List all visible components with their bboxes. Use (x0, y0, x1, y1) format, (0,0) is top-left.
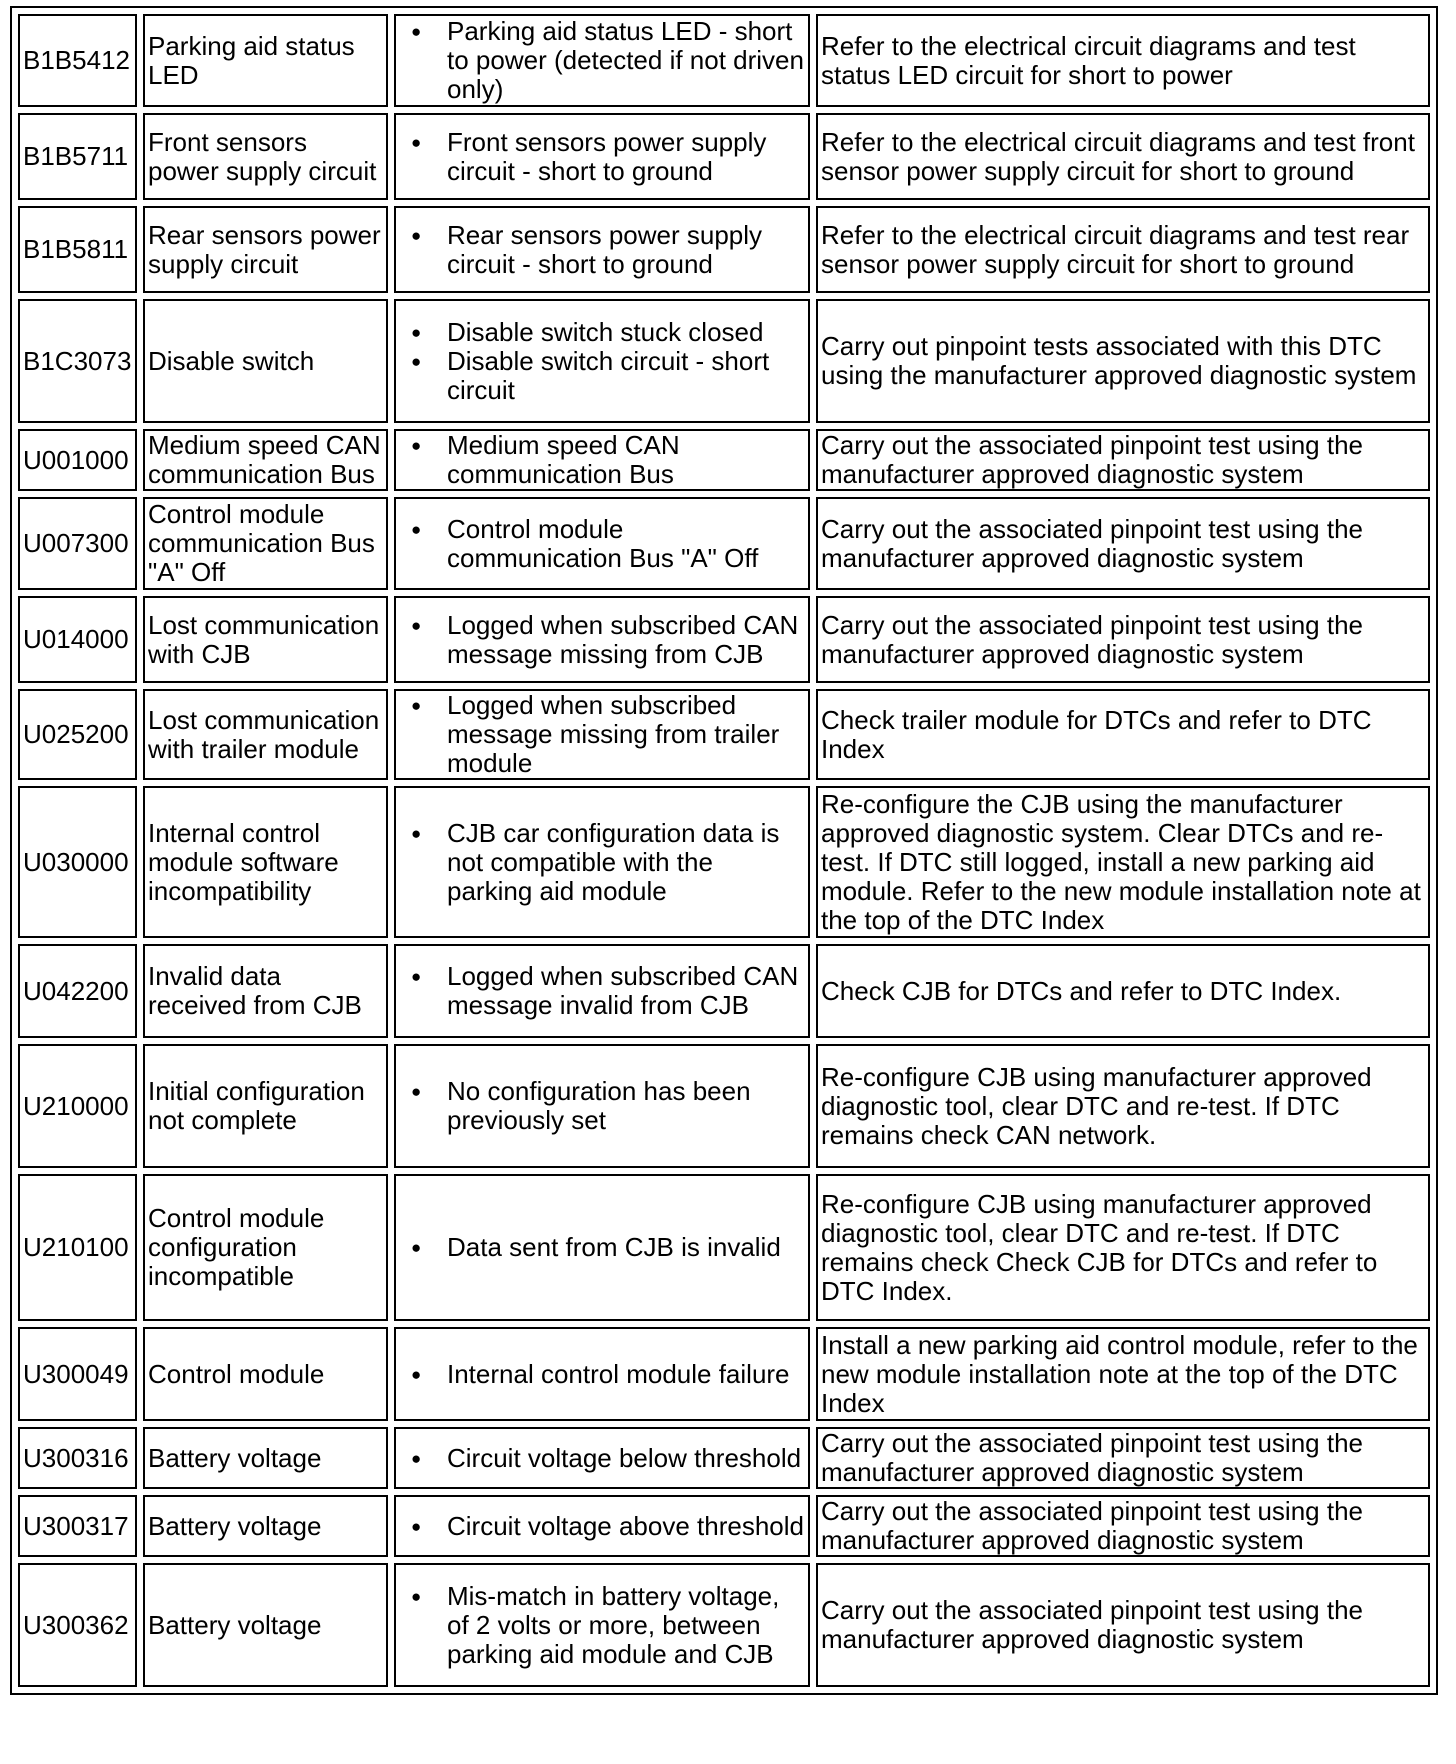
dtc-action-cell: Re-configure CJB using manufacturer approved diagnostic tool, clear DTC and re-test. If DTC remains check Check CJB for DTCs and refer to DTC Index. (816, 1174, 1430, 1321)
condition-item: ● Disable switch stuck closed (447, 318, 805, 347)
condition-item: ● Internal control module failure (447, 1360, 805, 1389)
dtc-description-cell: Battery voltage (143, 1495, 388, 1557)
table-row (18, 1327, 1430, 1421)
table-row (18, 1427, 1430, 1489)
dtc-condition-cell (394, 1044, 810, 1168)
dtc-description-cell: Lost communication with CJB (143, 596, 388, 683)
table-row (18, 786, 1430, 938)
dtc-description-cell: Internal control module software incompatibility (143, 786, 388, 938)
dtc-action-cell: Check CJB for DTCs and refer to DTC Index. (816, 944, 1430, 1038)
dtc-condition-cell (394, 596, 810, 683)
condition-item: ● Circuit voltage above threshold (447, 1512, 805, 1541)
dtc-description-cell: Initial configuration not complete (143, 1044, 388, 1168)
dtc-description-cell: Control module communication Bus "A" Off (143, 497, 388, 590)
dtc-code-cell: U300316 (18, 1427, 137, 1489)
dtc-description-cell: Battery voltage (143, 1563, 388, 1687)
dtc-code-cell: B1B5412 (18, 14, 137, 107)
condition-item: ● Rear sensors power supply circuit - short to ground (447, 221, 805, 279)
dtc-condition-cell (394, 944, 810, 1038)
condition-item: ● Logged when subscribed CAN message missing from CJB (447, 611, 805, 669)
table-row (18, 1563, 1430, 1687)
dtc-action-cell: Install a new parking aid control module, refer to the new module installation note at the top of the DTC Index (816, 1327, 1430, 1421)
dtc-condition-cell (394, 206, 810, 293)
dtc-code-cell: U030000 (18, 786, 137, 938)
table-row (18, 1174, 1430, 1321)
dtc-action-cell: Re-configure CJB using manufacturer approved diagnostic tool, clear DTC and re-test. If DTC remains check CAN network. (816, 1044, 1430, 1168)
dtc-code-cell: U210000 (18, 1044, 137, 1168)
dtc-action-cell: Refer to the electrical circuit diagrams and test front sensor power supply circuit for short to ground (816, 113, 1430, 200)
dtc-code-cell: U025200 (18, 689, 137, 780)
table-row (18, 1044, 1430, 1168)
dtc-description-cell: Disable switch (143, 299, 388, 423)
condition-item: ● No configuration has been previously set (447, 1077, 805, 1135)
dtc-code-cell: U300049 (18, 1327, 137, 1421)
dtc-code-cell: U300317 (18, 1495, 137, 1557)
dtc-description-cell: Front sensors power supply circuit (143, 113, 388, 200)
table-row (18, 206, 1430, 293)
table-row (18, 429, 1430, 491)
dtc-condition-cell (394, 1495, 810, 1557)
condition-item: ● CJB car configuration data is not compatible with the parking aid module (447, 819, 805, 906)
dtc-description-cell: Control module (143, 1327, 388, 1421)
dtc-code-cell: U042200 (18, 944, 137, 1038)
dtc-code-cell: U007300 (18, 497, 137, 590)
dtc-condition-cell (394, 1327, 810, 1421)
condition-item: ● Data sent from CJB is invalid (447, 1233, 805, 1262)
condition-item: ● Front sensors power supply circuit - short to ground (447, 128, 805, 186)
dtc-code-cell: B1C3073 (18, 299, 137, 423)
dtc-description-cell: Lost communication with trailer module (143, 689, 388, 780)
dtc-code-cell: U014000 (18, 596, 137, 683)
dtc-action-cell: Check trailer module for DTCs and refer to DTC Index (816, 689, 1430, 780)
dtc-condition-cell (394, 689, 810, 780)
dtc-condition-cell (394, 14, 810, 107)
dtc-code-cell: B1B5811 (18, 206, 137, 293)
dtc-condition-cell (394, 429, 810, 491)
dtc-condition-cell (394, 1174, 810, 1321)
table-row (18, 944, 1430, 1038)
table-row (18, 14, 1430, 107)
dtc-action-cell: Refer to the electrical circuit diagrams and test rear sensor power supply circuit for short to ground (816, 206, 1430, 293)
dtc-condition-cell (394, 1563, 810, 1687)
dtc-description-cell: Battery voltage (143, 1427, 388, 1489)
dtc-condition-cell (394, 113, 810, 200)
table-row (18, 497, 1430, 590)
condition-item: ● Control module communication Bus "A" Off (447, 515, 805, 573)
condition-item: ● Logged when subscribed message missing from trailer module (447, 691, 805, 778)
dtc-action-cell: Carry out pinpoint tests associated with this DTC using the manufacturer approved diagnostic system (816, 299, 1430, 423)
dtc-action-cell: Carry out the associated pinpoint test using the manufacturer approved diagnostic system (816, 1563, 1430, 1687)
condition-item: ● Mis-match in battery voltage, of 2 volts or more, between parking aid module and CJB (447, 1582, 805, 1669)
dtc-code-cell: U210100 (18, 1174, 137, 1321)
table-row (18, 689, 1430, 780)
dtc-condition-cell (394, 497, 810, 590)
dtc-action-cell: Refer to the electrical circuit diagrams and test status LED circuit for short to power (816, 14, 1430, 107)
dtc-action-cell: Carry out the associated pinpoint test using the manufacturer approved diagnostic system (816, 596, 1430, 683)
dtc-action-cell: Carry out the associated pinpoint test using the manufacturer approved diagnostic system (816, 429, 1430, 491)
dtc-description-cell: Rear sensors power supply circuit (143, 206, 388, 293)
dtc-description-cell: Control module configuration incompatible (143, 1174, 388, 1321)
condition-item: ● Disable switch circuit - short circuit (447, 347, 805, 405)
dtc-action-cell: Carry out the associated pinpoint test using the manufacturer approved diagnostic system (816, 1495, 1430, 1557)
dtc-action-cell: Carry out the associated pinpoint test using the manufacturer approved diagnostic system (816, 497, 1430, 590)
dtc-code-cell: U300362 (18, 1563, 137, 1687)
dtc-code-cell: B1B5711 (18, 113, 137, 200)
table-row (18, 596, 1430, 683)
condition-item: ● Circuit voltage below threshold (447, 1444, 805, 1473)
table-row (18, 113, 1430, 200)
dtc-action-cell: Carry out the associated pinpoint test using the manufacturer approved diagnostic system (816, 1427, 1430, 1489)
table-row (18, 299, 1430, 423)
dtc-description-cell: Invalid data received from CJB (143, 944, 388, 1038)
condition-item: ● Parking aid status LED - short to power (detected if not driven only) (447, 17, 805, 104)
dtc-action-cell: Re-configure the CJB using the manufacturer approved diagnostic system. Clear DTCs and re-test. If DTC still logged, install a new parking aid module. Refer to the new module installation note at the top of the DTC Index (816, 786, 1430, 938)
dtc-table (10, 6, 1438, 1695)
dtc-condition-cell (394, 1427, 810, 1489)
condition-item: ● Logged when subscribed CAN message invalid from CJB (447, 962, 805, 1020)
dtc-condition-cell (394, 299, 810, 423)
dtc-code-cell: U001000 (18, 429, 137, 491)
dtc-description-cell: Parking aid status LED (143, 14, 388, 107)
dtc-condition-cell (394, 786, 810, 938)
condition-item: ● Medium speed CAN communication Bus (447, 431, 805, 489)
table-row (18, 1495, 1430, 1557)
dtc-description-cell: Medium speed CAN communication Bus (143, 429, 388, 491)
